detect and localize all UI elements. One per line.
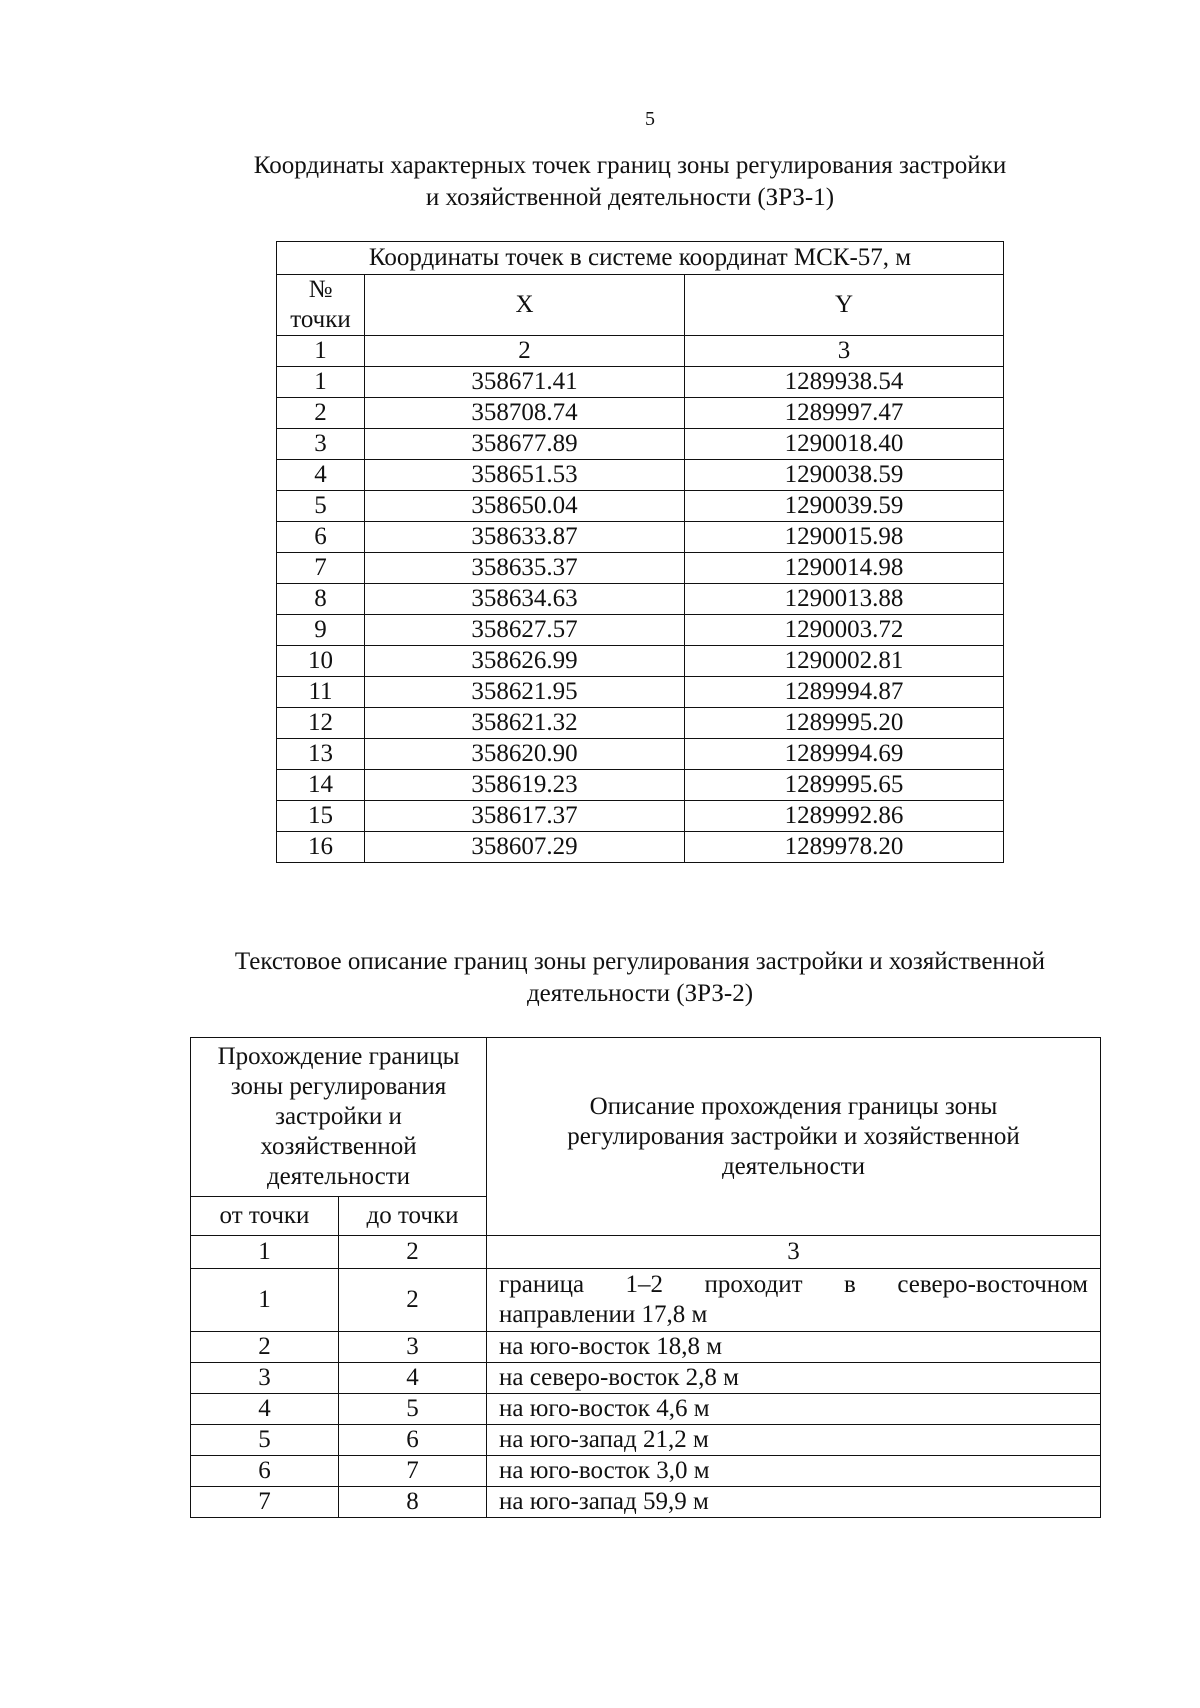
description-title: [180, 946, 1100, 1010]
header-line: хозяйственной: [260, 1133, 417, 1160]
coordinate-row: [277, 832, 1004, 863]
y-coordinate-cell: 1289978.20: [685, 832, 1004, 863]
coordinates-title-line2: и хозяйственной деятельности (ЗРЗ-1): [425, 184, 835, 211]
x-coordinate-cell: 358677.89: [365, 429, 685, 460]
coordinate-row: [277, 460, 1004, 491]
x-coordinate-cell: 358708.74: [365, 398, 685, 429]
coordinate-row: [277, 367, 1004, 398]
boundary-passage-header: [191, 1038, 487, 1197]
header-line: регулирования застройки и хозяйственной: [567, 1122, 1020, 1150]
coordinate-row: [277, 522, 1004, 553]
point-number-cell: 11: [277, 677, 365, 708]
y-coordinate-cell: 1289938.54: [685, 367, 1004, 398]
point-number-cell: 5: [277, 491, 365, 522]
from-point-cell: 5: [191, 1425, 339, 1456]
x-coordinate-cell: 358651.53: [365, 460, 685, 491]
page-number: 5: [645, 108, 655, 130]
header-line: деятельности: [721, 1152, 866, 1180]
coordinate-row: [277, 801, 1004, 832]
column-number: 1: [277, 336, 365, 367]
y-coordinate-cell: 1289994.69: [685, 739, 1004, 770]
x-coordinate-cell: 358634.63: [365, 584, 685, 615]
boundary-description-cell: на юго-восток 3,0 м: [487, 1456, 1101, 1487]
x-coordinate-cell: 358671.41: [365, 367, 685, 398]
y-coordinate-cell: 1290003.72: [685, 615, 1004, 646]
y-coordinate-cell: 1290018.40: [685, 429, 1004, 460]
point-number-cell: 9: [277, 615, 365, 646]
y-coordinate-cell: 1290039.59: [685, 491, 1004, 522]
column-number: 2: [339, 1236, 487, 1269]
header-line: Прохождение границы: [217, 1043, 460, 1070]
coordinate-row: [277, 553, 1004, 584]
coordinate-row: [277, 708, 1004, 739]
x-coordinate-cell: 358621.32: [365, 708, 685, 739]
from-point-cell: 4: [191, 1394, 339, 1425]
to-point-cell: 4: [339, 1363, 487, 1394]
coordinate-row: [277, 615, 1004, 646]
coordinate-row: [277, 739, 1004, 770]
coordinate-row: [277, 677, 1004, 708]
boundary-description-cell: на юго-восток 18,8 м: [487, 1332, 1101, 1363]
y-coordinate-cell: 1290015.98: [685, 522, 1004, 553]
point-number-cell: 8: [277, 584, 365, 615]
point-number-cell: 12: [277, 708, 365, 739]
boundary-description-cell: граница 1–2 проходит в северо-восточном направлении 17,8 м: [487, 1269, 1101, 1332]
point-number-cell: 13: [277, 739, 365, 770]
boundary-row: [191, 1425, 1101, 1456]
point-number-cell: 15: [277, 801, 365, 832]
coordinates-title-line1: Координаты характерных точек границ зоны регулирования застройки: [253, 152, 1007, 179]
header-line: Описание прохождения границы зоны: [589, 1092, 998, 1120]
coordinates-title: [200, 150, 1060, 214]
y-coordinate-cell: 1289992.86: [685, 801, 1004, 832]
coordinate-row: [277, 646, 1004, 677]
to-point-cell: 2: [339, 1269, 487, 1332]
from-point-cell: 1: [191, 1269, 339, 1332]
boundary-row: [191, 1456, 1101, 1487]
x-coordinate-cell: 358626.99: [365, 646, 685, 677]
x-coordinate-cell: 358650.04: [365, 491, 685, 522]
x-coordinate-cell: 358635.37: [365, 553, 685, 584]
point-number-cell: 10: [277, 646, 365, 677]
from-point-cell: 3: [191, 1363, 339, 1394]
description-header: [487, 1038, 1101, 1236]
from-point-cell: 2: [191, 1332, 339, 1363]
from-point-cell: 6: [191, 1456, 339, 1487]
point-number-header-line1: №: [308, 276, 333, 303]
point-number-header-line2: точки: [290, 306, 351, 333]
point-number-cell: 6: [277, 522, 365, 553]
x-coordinate-cell: 358619.23: [365, 770, 685, 801]
x-coordinate-cell: 358627.57: [365, 615, 685, 646]
y-coordinate-cell: 1289997.47: [685, 398, 1004, 429]
y-coordinate-cell: 1290013.88: [685, 584, 1004, 615]
boundary-description-table: [190, 1037, 1101, 1518]
header-line: деятельности: [266, 1163, 411, 1190]
x-coordinate-cell: 358607.29: [365, 832, 685, 863]
boundary-row: [191, 1487, 1101, 1518]
to-point-header: до точки: [339, 1197, 487, 1236]
from-point-header: от точки: [191, 1197, 339, 1236]
boundary-description-cell: на юго-восток 4,6 м: [487, 1394, 1101, 1425]
coordinate-row: [277, 398, 1004, 429]
to-point-cell: 6: [339, 1425, 487, 1456]
header-line: застройки и: [275, 1103, 402, 1130]
coordinate-row: [277, 429, 1004, 460]
to-point-cell: 5: [339, 1394, 487, 1425]
description-title-line2: деятельности (ЗРЗ-2): [526, 980, 754, 1007]
header-line: зоны регулирования: [230, 1073, 447, 1100]
x-coordinate-cell: 358633.87: [365, 522, 685, 553]
coordinate-row: [277, 770, 1004, 801]
y-coordinate-cell: 1290038.59: [685, 460, 1004, 491]
column-number-row: [277, 336, 1004, 367]
column-number: 3: [487, 1236, 1101, 1269]
coordinates-table-caption: Координаты точек в системе координат МСК-57, м: [277, 242, 1004, 275]
y-coordinate-cell: 1290014.98: [685, 553, 1004, 584]
x-coordinate-cell: 358617.37: [365, 801, 685, 832]
boundary-row: [191, 1269, 1101, 1332]
description-title-line1: Текстовое описание границ зоны регулирования застройки и хозяйственной: [234, 948, 1046, 975]
y-coordinate-cell: 1289995.65: [685, 770, 1004, 801]
boundary-description-cell: на юго-запад 59,9 м: [487, 1487, 1101, 1518]
point-number-cell: 4: [277, 460, 365, 491]
coordinate-row: [277, 491, 1004, 522]
point-number-cell: 16: [277, 832, 365, 863]
coordinates-table: [276, 241, 1004, 863]
column-number: 2: [365, 336, 685, 367]
point-number-cell: 14: [277, 770, 365, 801]
y-header: Y: [685, 275, 1004, 336]
boundary-row: [191, 1363, 1101, 1394]
boundary-row: [191, 1394, 1101, 1425]
column-number: 3: [685, 336, 1004, 367]
point-number-cell: 1: [277, 367, 365, 398]
y-coordinate-cell: 1290002.81: [685, 646, 1004, 677]
x-coordinate-cell: 358621.95: [365, 677, 685, 708]
point-number-header: [277, 275, 365, 336]
point-number-cell: 7: [277, 553, 365, 584]
coordinate-row: [277, 584, 1004, 615]
x-coordinate-cell: 358620.90: [365, 739, 685, 770]
point-number-cell: 3: [277, 429, 365, 460]
boundary-row: [191, 1332, 1101, 1363]
y-coordinate-cell: 1289994.87: [685, 677, 1004, 708]
y-coordinate-cell: 1289995.20: [685, 708, 1004, 739]
to-point-cell: 7: [339, 1456, 487, 1487]
to-point-cell: 3: [339, 1332, 487, 1363]
x-header: X: [365, 275, 685, 336]
boundary-description-cell: на северо-восток 2,8 м: [487, 1363, 1101, 1394]
column-number-row: [191, 1236, 1101, 1269]
to-point-cell: 8: [339, 1487, 487, 1518]
from-point-cell: 7: [191, 1487, 339, 1518]
point-number-cell: 2: [277, 398, 365, 429]
boundary-description-cell: на юго-запад 21,2 м: [487, 1425, 1101, 1456]
column-number: 1: [191, 1236, 339, 1269]
